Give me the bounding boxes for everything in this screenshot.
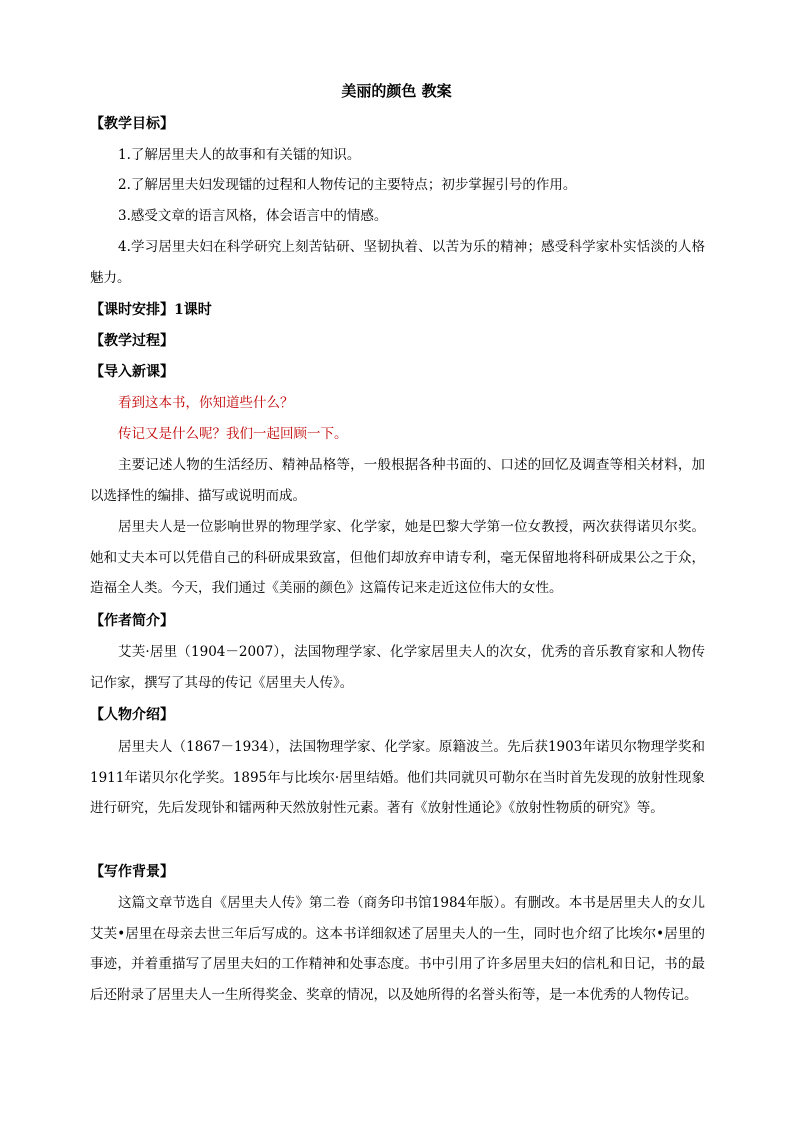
goal-item-1: 1.了解居里夫人的故事和有关镭的知识。 (118, 147, 361, 163)
goal-item-4: 4.学习居里夫妇在科学研究上刻苦钻研、坚韧执着、以苦为乐的精神；感受科学家朴实恬淡的人格魅力。 (90, 239, 705, 286)
intro-biography-definition: 主要记述人物的生活经历、精神品格等，一般根据各种书面的、口述的回忆及调查等相关材料，加以选择性的编排、描写或说明而成。 (90, 457, 705, 504)
section-heading-author: 【作者简介】 (90, 613, 174, 629)
section-heading-intro: 【导入新课】 (90, 364, 174, 380)
section-heading-character: 【人物介绍】 (90, 707, 174, 723)
author-text: 艾芙·居里（1904－2007），法国物理学家、化学家居里夫人的次女，优秀的音乐教育家和人物传记作家，撰写了其母的传记《居里夫人传》。 (90, 644, 705, 691)
character-text: 居里夫人（1867－1934），法国物理学家、化学家。原籍波兰。先后获1903年诺贝尔物理学奖和1911年诺贝尔化学奖。1895年与比埃尔·居里结婚。他们共同就贝可勒尔在当时首先发现的放射性现象进行研究，先后发现钋和镭两种天然放射性元素。著有《放射性通论》《放射性物质的研究》等。 (90, 739, 705, 816)
intro-question-biography: 传记又是什么呢？我们一起回顾一下。 (118, 426, 348, 442)
background-text: 这篇文章节选自《居里夫人传》第二卷（商务印书馆1984年版）。有删改。本书是居里夫人的女儿艾芙•居里在母亲去世三年后写成的。这本书详细叙述了居里夫人的一生，同时也介绍了比埃尔•居里的事迹，并着重描写了居里夫妇的工作精神和处事态度。书中引用了许多居里夫妇的信札和日记，书的最后还附录了居里夫人一生所得奖金、奖章的情况，以及她所得的名誉头衔等，是一本优秀的人物传记。 (90, 895, 705, 1003)
section-heading-process: 【教学过程】 (90, 333, 174, 349)
goal-item-2: 2.了解居里夫妇发现镭的过程和人物传记的主要特点；初步掌握引号的作用。 (118, 177, 577, 193)
goal-item-3: 3.感受文章的语言风格，体会语言中的情感。 (118, 208, 388, 224)
section-heading-teaching-goals: 【教学目标】 (90, 116, 174, 132)
section-heading-background: 【写作背景】 (90, 864, 174, 880)
document-title: 美丽的颜色 教案 (341, 82, 452, 100)
section-heading-schedule: 【课时安排】1课时 (90, 302, 212, 318)
intro-curie-overview: 居里夫人是一位影响世界的物理学家、化学家，她是巴黎大学第一位女教授，两次获得诺贝尔奖。她和丈夫本可以凭借自己的科研成果致富，但他们却放弃申请专利，毫无保留地将科研成果公之于众，造福全人类。今天，我们通过《美丽的颜色》这篇传记来走近这位伟大的女性。 (90, 519, 705, 596)
intro-question-book: 看到这本书，你知道些什么？ (118, 395, 294, 411)
